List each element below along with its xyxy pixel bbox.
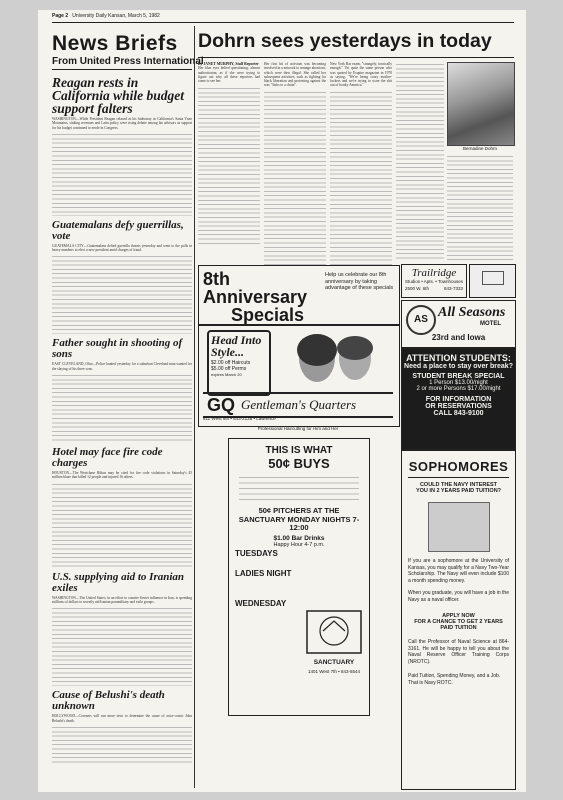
- brief-text: WASHINGTON—The United States, in an effort to counter Soviet influence in Iran, is spending millions of dollars to secretly aid Iranian paramilitary and exile groups.: [52, 595, 192, 604]
- brief-text-continued: [52, 725, 192, 765]
- brief-text-continued: [52, 606, 192, 686]
- small-ad: [469, 264, 516, 298]
- feature-text-continued: [330, 90, 392, 266]
- trailridge-ad: [401, 264, 467, 298]
- student-info-1: FOR INFORMATION: [425, 396, 492, 403]
- brief-headline: Reagan rests in California while budget support falters: [52, 75, 185, 116]
- gq-tagline-2: Style...: [211, 345, 244, 359]
- sanctuary-offer-2: $1.00 Bar Drinks: [273, 534, 325, 542]
- brief-headline: Cause of Belushi's death unknown: [52, 689, 165, 713]
- allseasons-name: All Seasons: [438, 305, 506, 320]
- header-rule: [52, 22, 514, 23]
- gq-offer-haircuts: $2.00 off Haircuts: [211, 360, 251, 366]
- allseasons-address: 23rd and Iowa: [431, 333, 486, 342]
- brief-story: [52, 76, 192, 216]
- sanctuary-offer: 50¢ PITCHERS AT THE SANCTUARY MONDAY NIGHTS 7-12:00: [238, 506, 360, 532]
- feature-column-1: [198, 62, 260, 248]
- gq-address: 611 West 9th • 843-2138 • Lawrence: [203, 416, 276, 421]
- feature-column-4: [396, 62, 444, 264]
- brief-text-continued: [52, 373, 192, 443]
- sanctuary-head-2: 50¢ BUYS: [268, 456, 330, 471]
- feature-text-continued: [264, 90, 326, 266]
- feature-column-2: [264, 62, 326, 268]
- page-number: Page 2: [52, 13, 69, 19]
- photo-caption: Bernadine Dohrn: [462, 146, 498, 151]
- brief-text: HOUSTON—The Westchase Hilton may be cited for fire code violations in Saturday's 45 million blaze that killed 12 people and injured 16 others.: [52, 471, 192, 480]
- brief-text-continued: [52, 254, 192, 334]
- feature-headline: Dohrn sees yesterdays in today: [198, 30, 492, 52]
- sanctuary-ad: [228, 438, 370, 716]
- gq-brand-letters: GQ: [207, 394, 236, 415]
- student-info-2: OR RESERVATIONS: [425, 403, 492, 410]
- feature-rule: [198, 57, 514, 58]
- sanctuary-wednesday: WEDNESDAY: [235, 599, 287, 608]
- sanctuary-address: 1401 West 7th • 843-5544: [307, 669, 361, 674]
- feature-text: New York Bar exam, "strangely, ironically enough." Yet quite the same person who was quoted by Esquire magazine in 1970 as saying, "We're being crazy mother-fuckers and we're trying to scare the shit out of honky America.": [330, 62, 392, 88]
- paper-name-date: University Daily Kansan, March 5, 1982: [72, 13, 160, 19]
- sanctuary-logo: [305, 609, 363, 655]
- allseasons-type: MOTEL: [480, 321, 501, 327]
- sophomores-question-2: YOU IN 2 YEARS PAID TUITION?: [415, 488, 502, 494]
- sanctuary-tuesday: TUESDAYS: [235, 549, 278, 558]
- sanctuary-head-1: THIS IS WHAT: [265, 445, 333, 456]
- newspaper-page: [38, 10, 526, 792]
- allseasons-ad: [401, 300, 516, 348]
- sophomores-body: If you are a sophomore at the University of Kansas, you may qualify for a Navy Two-Year Scholarship. The Navy will even include $100 a month spending money.: [408, 558, 509, 584]
- trailridge-line: Studios • Apts. • Townhouses: [404, 279, 464, 284]
- briefs-rule: [52, 69, 192, 70]
- feature-byline: By JANET MURPHY, Staff Reporter: [198, 62, 259, 66]
- student-attention: ATTENTION STUDENTS:: [406, 353, 511, 363]
- trailridge-phone: 843-7333: [443, 286, 463, 291]
- sanctuary-offer-3: Happy Hour 4-7 p.m.: [273, 541, 325, 548]
- allseasons-logo: AS: [406, 305, 436, 335]
- anniversary-line-1: 8th Anniversary: [203, 269, 308, 307]
- brief-story: [52, 690, 192, 765]
- feature-column-3: [330, 62, 392, 268]
- feature-text: Her first bit of activism was becoming involved in a network to arrange abortions, which were then illegal. She called her subsequent activities, such as fighting for black liberation and protesting against the war, "links to a chain".: [264, 62, 326, 88]
- column-divider: [194, 26, 195, 788]
- feature-text-continued: [198, 86, 260, 246]
- brief-headline: Guatemalans defy guerrillas, vote: [52, 218, 184, 242]
- sophomores-call: Call the Professor of Naval Science at 864-3161. He will be happy to tell you about the Naval Reserve Officer Training Corps (NROTC).: [408, 639, 509, 665]
- gq-tagline-1: Head Into: [211, 333, 262, 347]
- trailridge-name: Trailridge: [411, 267, 457, 279]
- gq-brand-name: Gentleman's Quarters: [241, 397, 357, 412]
- student-question: Need a place to stay over break?: [404, 363, 513, 370]
- student-call: CALL 843-9100: [433, 410, 484, 417]
- brief-text: WASHINGTON—While President Reagan relaxed at his hideaway in California's Santa Ynez Mountains, sinking revenues and Latin policy were rising debate among his advisors as support for his budget continued to erode in Congress.: [52, 117, 192, 130]
- brief-story: [52, 338, 192, 443]
- news-briefs-title: News Briefs: [52, 32, 178, 55]
- gq-expires: expires March 20: [211, 372, 242, 377]
- student-special: STUDENT BREAK SPECIAL: [412, 373, 505, 380]
- feature-text-continued: [447, 154, 513, 262]
- sophomores-apply-3: PAID TUITION: [440, 625, 477, 631]
- feature-text-continued: [396, 62, 444, 262]
- dohrn-photo: [447, 62, 515, 146]
- gq-offer-perms: $5.00 off Perms: [211, 366, 247, 372]
- feature-text: Her blue eyes belied questioning, almost authoritarian, as if she were trying to figure out why all these reporters had come to see her.: [198, 66, 260, 84]
- small-ad-logo: [482, 271, 504, 285]
- brief-story: [52, 447, 192, 568]
- brief-story: [52, 572, 192, 687]
- brief-text: EAST CLEVELAND, Ohio—Police hunted yesterday for a suburban Cleveland man wanted for the slaying of his three sons.: [52, 362, 192, 371]
- sanctuary-list: [239, 474, 359, 504]
- news-briefs-subtitle: From United Press International: [52, 56, 204, 67]
- sophomores-apply-1: APPLY NOW: [442, 613, 475, 619]
- student-price-2: 2 or more Persons $17.00/night: [416, 386, 501, 392]
- navy-emblem: [428, 502, 490, 552]
- sophomores-title: SOPHOMORES: [408, 459, 509, 474]
- sanctuary-name: SANCTUARY: [313, 659, 355, 666]
- anniversary-line-2: Specials: [231, 305, 305, 325]
- anniversary-side-text: Help us celebrate our 8th anniversary by taking advantage of these specials: [325, 272, 394, 291]
- gq-ad: [198, 325, 400, 427]
- trailridge-address: 2500 W. 6th: [405, 286, 430, 291]
- brief-text: GUATEMALA CITY—Guatemalans defied guerrilla threats yesterday and went to the polls in heavy numbers to elect a new president amid charges of fraud.: [52, 243, 192, 253]
- brief-text-continued: [52, 482, 192, 568]
- student-price-1: 1 Person $13.00/night: [429, 380, 488, 386]
- sanctuary-ladies-night: LADIES NIGHT: [235, 569, 292, 578]
- brief-headline: Father sought in shooting of sons: [52, 337, 183, 361]
- brief-text-continued: [52, 132, 192, 216]
- anniversary-ad: [198, 265, 400, 325]
- news-briefs-column: [52, 72, 192, 767]
- sophomores-question-1: COULD THE NAVY INTEREST: [419, 482, 498, 488]
- sophomores-footer: Paid Tuition, Spending Money, and a Job. That is Navy ROTC.: [408, 673, 501, 686]
- sophomores-body-2: When you graduate, you will have a job in the Navy as a naval officer.: [408, 590, 509, 603]
- student-break-ad: [401, 348, 516, 450]
- brief-headline: U.S. supplying aid to Iranian exiles: [52, 570, 185, 594]
- brief-text: HOLLYWOOD—Coroners will run more tests to determine the cause of actor-comic John Belushi's death.: [52, 714, 192, 723]
- brief-headline: Hotel may face fire code charges: [52, 446, 163, 470]
- running-header: [52, 13, 514, 19]
- gq-model-illustration: [277, 330, 387, 386]
- navy-sophomores-ad: [401, 450, 516, 790]
- gq-footer: Professional Haircutting for Him and Her: [257, 426, 339, 431]
- brief-story: [52, 220, 192, 335]
- sophomores-apply-2: FOR A CHANCE TO GET 2 YEARS: [414, 619, 503, 625]
